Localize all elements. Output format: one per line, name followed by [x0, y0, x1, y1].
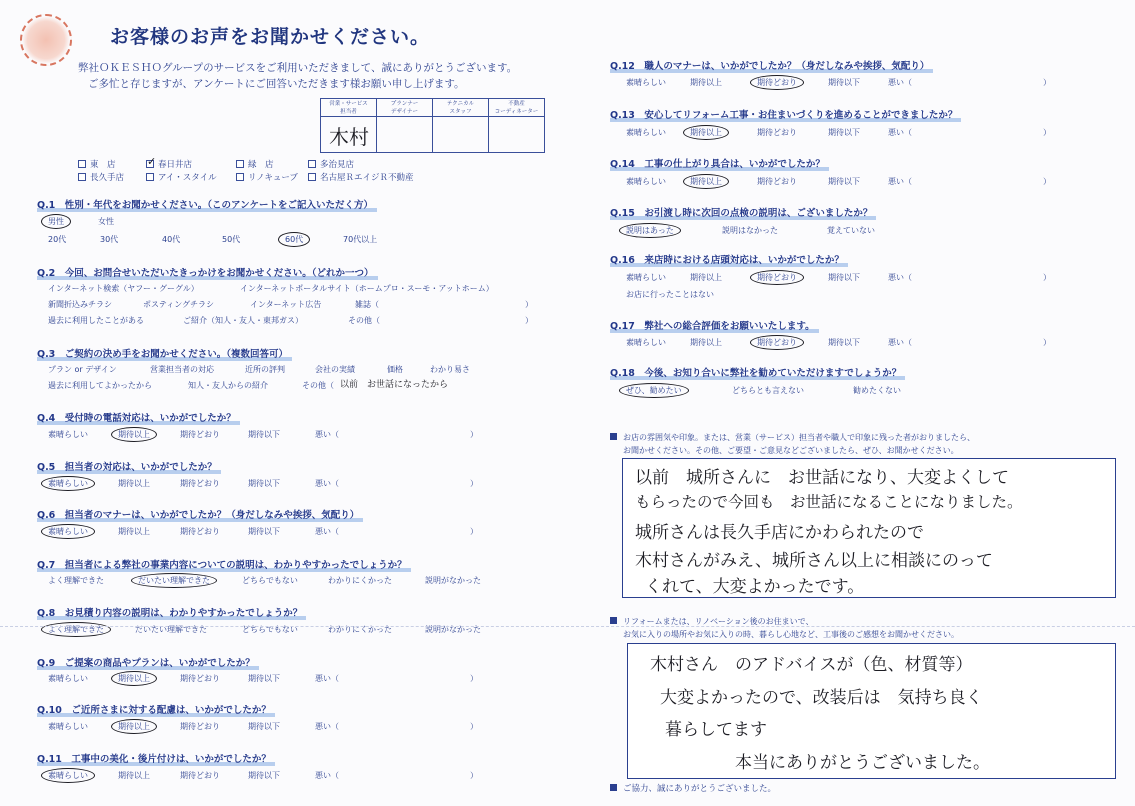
question-text: Q.2 今回、お問合せいただいたきっかけをお聞かせください。（どれか一つ） [37, 268, 374, 279]
option-selected[interactable]: 期待以上 [111, 427, 157, 442]
option[interactable]: 素晴らしい [626, 128, 666, 137]
question-text: Q.7 担当者による弊社の事業内容についての説明は、わかりやすかったでしょうか？ [37, 560, 407, 571]
paren-close: ） [470, 722, 478, 731]
option[interactable]: ポスティングチラシ [143, 300, 215, 309]
company-seal-stamp [20, 14, 72, 66]
option[interactable]: 悪い（ [315, 527, 339, 536]
store-option[interactable] [236, 171, 298, 183]
question-q8 [37, 605, 302, 619]
option[interactable]: 期待以下 [248, 527, 280, 536]
question-q14 [610, 156, 825, 170]
other-reason-handwriting: 以前 お世話になったから [340, 380, 449, 390]
checkbox-icon[interactable] [236, 173, 244, 181]
square-bullet-icon [610, 617, 617, 624]
checkbox-icon[interactable] [236, 160, 244, 168]
option[interactable]: わかりにくかった [328, 625, 392, 634]
option[interactable]: 期待どおり [180, 479, 220, 488]
option[interactable]: 期待以上 [690, 273, 722, 282]
staff-header: テクニカル スタッフ [433, 99, 488, 117]
option[interactable]: 期待どおり [757, 128, 797, 137]
store-option[interactable] [236, 158, 274, 170]
option[interactable]: 価格 [387, 365, 403, 374]
option-selected[interactable]: だいたい理解できた [131, 573, 217, 588]
staff-table [320, 98, 545, 153]
store-option[interactable] [308, 171, 414, 183]
question-q16 [610, 252, 844, 266]
comment1-handwriting-line: 以前 城所さんに お世話になり、大変よくして [635, 468, 1009, 488]
question-text: Q.14 工事の仕上がり具合は、いかがでしたか？ [610, 159, 825, 170]
option[interactable]: 悪い（ [888, 338, 912, 347]
staff-cell-technical [433, 99, 489, 152]
question-text: Q.3 ご契約の決め手をお聞かせください。（複数回答可） [37, 349, 289, 360]
option[interactable]: 悪い（ [315, 674, 339, 683]
question-q12 [610, 58, 929, 72]
question-q18 [610, 365, 901, 379]
option-selected[interactable]: 期待以上 [111, 671, 157, 686]
store-option[interactable] [146, 171, 217, 183]
option[interactable]: 素晴らしい [626, 177, 666, 186]
question-q2 [37, 265, 374, 279]
paren-close: ） [1043, 128, 1051, 137]
staff-cell-realestate [489, 99, 544, 152]
option[interactable]: 期待以下 [828, 128, 860, 137]
paren-close: ） [525, 300, 533, 309]
option[interactable]: 期待以上 [118, 527, 150, 536]
option[interactable]: 期待どおり [180, 722, 220, 731]
store-label: 東 店 [90, 160, 116, 170]
option[interactable]: 期待どおり [180, 771, 220, 780]
question-text: Q.18 今後、お知り合いに弊社を勧めていただけますでしょうか？ [610, 368, 902, 379]
option[interactable]: 女性 [98, 217, 114, 226]
staff-cell-sales [321, 99, 377, 152]
option[interactable]: 期待以下 [828, 273, 860, 282]
option[interactable]: 期待以下 [248, 722, 280, 731]
staff-header: 営業・サービス 担当者 [321, 99, 376, 117]
question-text: Q.9 ご提案の商品やプランは、いかがでしたか？ [37, 658, 255, 669]
question-text: Q.8 お見積り内容の説明は、わかりやすかったでしょうか？ [37, 608, 303, 619]
question-text: Q.6 担当者のマナーは、いかがでしたか？（身だしなみや挨拶、気配り） [37, 510, 360, 521]
paren-close: ） [470, 771, 478, 780]
option-selected[interactable]: 期待以上 [683, 174, 729, 189]
staff-value[interactable] [489, 117, 544, 152]
question-q13 [610, 107, 957, 121]
comment1-handwriting-line: 木村さんがみえ、城所さん以上に相談にのって [635, 551, 993, 571]
fold-line [0, 626, 1135, 627]
option[interactable]: 悪い（ [888, 128, 912, 137]
store-label: 多治見店 [320, 160, 355, 170]
option-selected[interactable]: ぜひ、勧めたい [619, 383, 689, 398]
option[interactable]: 期待以下 [248, 479, 280, 488]
store-option[interactable] [146, 158, 192, 170]
comment1-heading-line: お店の雰囲気や印象。または、営業（サービス）担当者や職人で印象に残った者がおりましたら、 [623, 433, 975, 442]
question-text: Q.5 担当者の対応は、いかがでしたか？ [37, 462, 217, 473]
option[interactable]: 素晴らしい [48, 722, 88, 731]
staff-cell-planner [377, 99, 433, 152]
option[interactable]: 悪い（ [888, 78, 912, 87]
option[interactable]: 悪い（ [315, 430, 339, 439]
option[interactable]: 期待以下 [828, 177, 860, 186]
option[interactable]: 素晴らしい [626, 273, 666, 282]
checkbox-icon[interactable] [146, 173, 154, 181]
question-text: Q.12 職人のマナーは、いかがでしたか？（身だしなみや挨拶、気配り） [610, 61, 930, 72]
paren-close: ） [1043, 78, 1051, 87]
option[interactable]: 悪い（ [315, 771, 339, 780]
option-selected[interactable]: 期待どおり [750, 75, 804, 90]
option[interactable]: どちらとも言えない [732, 386, 804, 395]
option-selected[interactable]: 期待どおり [750, 270, 804, 285]
question-text: Q.13 安心してリフォーム工事・お住まいづくりを進めることができましたか？ [610, 110, 958, 121]
option[interactable]: だいたい理解できた [135, 625, 207, 634]
checkbox-icon[interactable] [78, 160, 86, 168]
option[interactable]: 期待以下 [248, 430, 280, 439]
comment2-heading-line: お気に入りの場所やお気に入りの時、暮らし心地など、工事後のご感想をお聞かせください。 [623, 630, 959, 639]
option-selected[interactable]: 素晴らしい [41, 524, 95, 539]
option-selected[interactable]: 期待どおり [750, 335, 804, 350]
option[interactable]: 期待以下 [248, 771, 280, 780]
option-selected[interactable]: 素晴らしい [41, 768, 95, 783]
question-text: Q.1 性別・年代をお聞かせください。（このアンケートをご記入いただく方） [37, 200, 373, 211]
paren-close: ） [1043, 273, 1051, 282]
option[interactable]: 期待どおり [757, 177, 797, 186]
comment2-handwriting-line: 暮らしてます [665, 720, 767, 740]
option[interactable]: 期待以上 [690, 78, 722, 87]
option[interactable]: 70代以上 [343, 235, 378, 244]
comment2-handwriting-line: 木村さん のアドバイスが（色、材質等） [650, 655, 973, 675]
paren-close: ） [1043, 177, 1051, 186]
option[interactable]: 40代 [162, 235, 181, 244]
option-selected[interactable]: 男性 [41, 214, 71, 229]
staff-header: 不動産 コーディネーター [489, 99, 544, 117]
option[interactable]: 説明がなかった [425, 625, 481, 634]
question-text: Q.11 工事中の美化・後片付けは、いかがでしたか？ [37, 754, 271, 765]
question-text: Q.15 お引渡し時に次回の点検の説明は、ございましたか？ [610, 208, 873, 219]
paren-close: ） [525, 316, 533, 325]
question-text: Q.10 ご近所さまに対する配慮は、いかがでしたか？ [37, 705, 271, 716]
option[interactable]: 知人・友人からの紹介 [188, 381, 268, 390]
staff-header: プランナー デザイナー [377, 99, 432, 117]
option[interactable]: 30代 [100, 235, 119, 244]
option[interactable]: 雑誌（ [355, 300, 379, 309]
option[interactable]: インターネット広告 [250, 300, 322, 309]
option[interactable]: 覚えていない [827, 226, 875, 235]
store-label: 春日井店 [158, 160, 193, 170]
option[interactable]: 素晴らしい [48, 674, 88, 683]
option[interactable]: わかりにくかった [328, 576, 392, 585]
option[interactable]: 過去に利用したことがある [48, 316, 144, 325]
option[interactable]: 会社の実績 [315, 365, 355, 374]
question-q15 [610, 205, 872, 219]
question-q4 [37, 410, 236, 424]
option[interactable]: 期待どおり [180, 527, 220, 536]
option[interactable]: インターネットポータルサイト（ホームプロ・スーモ・アットホーム） [240, 284, 494, 293]
option[interactable]: お店に行ったことはない [626, 290, 714, 299]
option[interactable]: 新聞折込みチラシ [48, 300, 112, 309]
option[interactable]: 期待どおり [180, 674, 220, 683]
comment2-heading-line: リフォームまたは、リノベーション後のお住まいで、 [623, 617, 814, 626]
store-label: 名古屋ＲエイジＲ不動産 [320, 173, 414, 183]
option[interactable]: 営業担当者の対応 [150, 365, 214, 374]
store-label: リノキューブ [248, 173, 298, 183]
option[interactable]: 期待どおり [180, 430, 220, 439]
staff-value[interactable] [377, 117, 432, 152]
option-selected[interactable]: よく理解できた [41, 622, 111, 637]
question-q5 [37, 459, 217, 473]
option[interactable]: 素晴らしい [626, 338, 666, 347]
intro-line-2: ご多忙と存じますが、アンケートにご回答いただきます様お願い申し上げます。 [88, 78, 465, 90]
question-text: Q.17 弊社への総合評価をお願いいたします。 [610, 321, 815, 332]
option[interactable]: ご紹介（知人・友人・東邦ガス） [183, 316, 303, 325]
comment2-handwriting-line: 本当にありがとうございました。 [735, 753, 990, 773]
option[interactable]: 悪い（ [888, 273, 912, 282]
option[interactable]: 期待以上 [118, 771, 150, 780]
question-text: Q.16 来店時における店頭対応は、いかがでしたか？ [610, 255, 844, 266]
option[interactable]: 期待以下 [828, 78, 860, 87]
checkbox-checked-icon[interactable] [146, 160, 154, 168]
paren-close: ） [470, 479, 478, 488]
option[interactable]: わかり易さ [430, 365, 470, 374]
option[interactable]: 期待以上 [118, 479, 150, 488]
option[interactable]: 50代 [222, 235, 241, 244]
paren-close: ） [1043, 338, 1051, 347]
question-q11 [37, 751, 271, 765]
comment1-handwriting-line: もらったので今回も お世話になることになりました。 [635, 493, 1023, 511]
option[interactable]: インターネット検索（ヤフー・グーグル） [48, 284, 199, 293]
staff-value[interactable] [433, 117, 488, 152]
option[interactable]: 素晴らしい [48, 430, 88, 439]
checkbox-icon[interactable] [308, 173, 316, 181]
page-title: お客様のお声をお聞かせください。 [110, 26, 431, 48]
store-label: 長久手店 [90, 173, 125, 183]
paren-close: ） [470, 527, 478, 536]
option[interactable]: どちらでもない [242, 625, 298, 634]
footer-text: ご協力、誠にありがとうございました。 [623, 784, 777, 794]
store-option[interactable] [78, 171, 124, 183]
option[interactable]: 期待以下 [248, 674, 280, 683]
option[interactable]: 期待以下 [828, 338, 860, 347]
comment2-heading [610, 616, 813, 627]
option[interactable]: 20代 [48, 235, 67, 244]
question-q9 [37, 655, 255, 669]
option-selected[interactable]: 60代 [278, 232, 310, 247]
option[interactable]: 説明がなかった [425, 576, 481, 585]
square-bullet-icon [610, 784, 617, 791]
square-bullet-icon [610, 433, 617, 440]
question-q17 [610, 318, 815, 332]
option[interactable]: 悪い（ [315, 722, 339, 731]
paren-close: ） [470, 674, 478, 683]
comment1-heading [610, 432, 975, 443]
option[interactable]: その他（ [302, 381, 334, 390]
option-selected[interactable]: 期待以上 [683, 125, 729, 140]
option[interactable]: 過去に利用してよかったから [48, 381, 152, 390]
store-label: アイ・スタイル [158, 173, 217, 183]
option[interactable]: その他（ [348, 316, 380, 325]
checkbox-icon[interactable] [78, 173, 86, 181]
comment1-heading-line: お聞かせください。その他、ご要望・ご意見などございましたら、ぜひ、お聞かせください。 [623, 446, 959, 455]
question-q7 [37, 557, 407, 571]
intro-line-1: 弊社ＯＫＥＳＨＯグループのサービスをご利用いただきまして、誠にありがとうございます。 [78, 62, 518, 74]
option-selected[interactable]: 素晴らしい [41, 476, 95, 491]
checkbox-icon[interactable] [308, 160, 316, 168]
comment1-handwriting-line: くれて、大変よかったです。 [645, 577, 865, 597]
question-text: Q.4 受付時の電話対応は、いかがでしたか？ [37, 413, 236, 424]
question-q6 [37, 507, 359, 521]
option[interactable]: 悪い（ [888, 177, 912, 186]
store-option[interactable] [78, 158, 116, 170]
store-option[interactable] [308, 158, 354, 170]
option[interactable]: 素晴らしい [626, 78, 666, 87]
question-q3 [37, 346, 288, 360]
footer-thanks [610, 782, 776, 794]
paren-close: ） [470, 430, 478, 439]
option[interactable]: 悪い（ [315, 479, 339, 488]
question-q1 [37, 197, 373, 211]
option[interactable]: 勧めたくない [853, 386, 901, 395]
staff-name-handwritten: 木村 [329, 125, 369, 149]
comment2-handwriting-line: 大変よかったので、改装后は 気持ち良く [660, 688, 983, 708]
store-label: 緑 店 [248, 160, 274, 170]
option-selected[interactable]: 期待以上 [111, 719, 157, 734]
option[interactable]: 説明はなかった [722, 226, 778, 235]
option-selected[interactable]: 説明はあった [619, 223, 681, 238]
option[interactable]: 近所の評判 [245, 365, 285, 374]
option[interactable]: プラン or デザイン [48, 365, 117, 374]
option[interactable]: どちらでもない [242, 576, 298, 585]
option[interactable]: よく理解できた [48, 576, 104, 585]
option[interactable]: 期待以上 [690, 338, 722, 347]
comment1-handwriting-line: 城所さんは長久手店にかわられたので [635, 523, 924, 543]
question-q10 [37, 702, 271, 716]
